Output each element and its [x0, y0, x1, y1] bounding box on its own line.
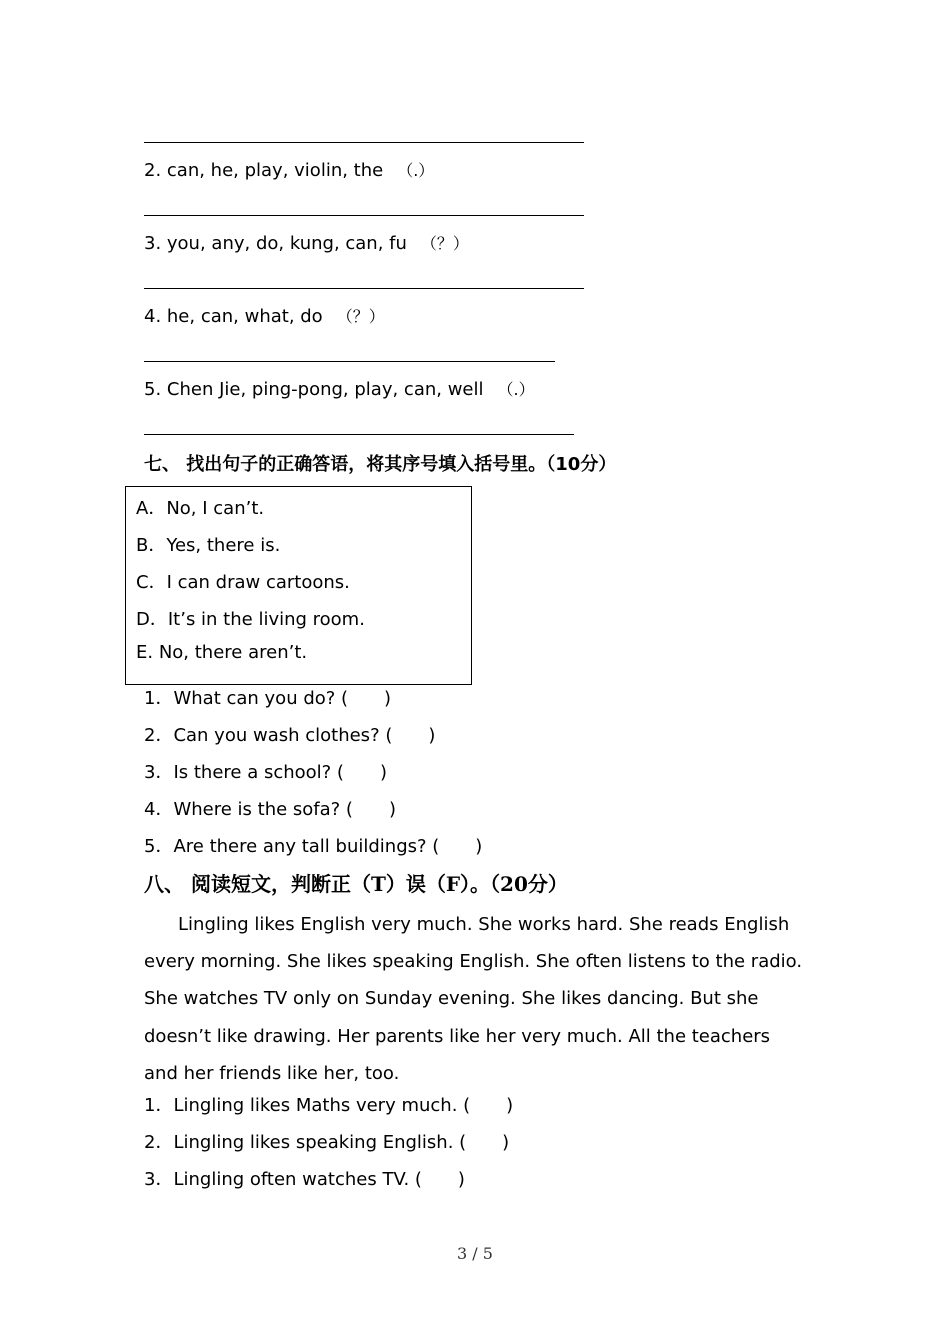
reorder-words: 3. you, any, do, kung, can, fu	[144, 233, 407, 254]
page-number: 3 / 5	[457, 1244, 493, 1263]
punctuation-hint: （？）	[420, 234, 469, 253]
answer-option: C．I can draw cartoons.	[136, 572, 350, 593]
reorder-words: 2. can, he, play, violin, the	[144, 160, 384, 181]
true-false-question[interactable]: 1．Lingling likes Maths very much. ( )	[144, 1095, 514, 1116]
reorder-item	[144, 304, 385, 327]
answer-line[interactable]	[144, 215, 584, 216]
section-heading: 八、 阅读短文，判断正（T）误（F）。（20分）	[144, 872, 568, 896]
match-question[interactable]: 4．Where is the sofa? ( )	[144, 799, 396, 820]
answer-line[interactable]	[144, 361, 555, 362]
answer-option: E. No, there aren’t.	[136, 642, 308, 663]
answer-option: B．Yes, there is.	[136, 535, 281, 556]
punctuation-hint: （？）	[336, 307, 385, 326]
reorder-words: 4. he, can, what, do	[144, 306, 323, 327]
match-question[interactable]: 3．Is there a school? ( )	[144, 762, 387, 783]
answer-line[interactable]	[144, 142, 584, 143]
reading-passage	[144, 906, 804, 1092]
answer-option: A．No, I can’t.	[136, 498, 265, 519]
reorder-item	[144, 231, 469, 254]
answer-line[interactable]	[144, 288, 584, 289]
reorder-item	[144, 158, 434, 181]
punctuation-hint: （.）	[497, 380, 535, 399]
section-heading: 七、 找出句子的正确答语，将其序号填入括号里。（10分）	[144, 454, 617, 475]
reorder-item	[144, 377, 535, 400]
true-false-question[interactable]: 3．Lingling often watches TV. ( )	[144, 1169, 465, 1190]
answer-option: D．It’s in the living room.	[136, 609, 365, 630]
punctuation-hint: （.）	[397, 161, 435, 180]
true-false-question[interactable]: 2．Lingling likes speaking English. ( )	[144, 1132, 510, 1153]
reorder-words: 5. Chen Jie, ping-pong, play, can, well	[144, 379, 484, 400]
answer-line[interactable]	[144, 434, 574, 435]
passage-text: Lingling likes English very much. She works hard. She reads English every morning. She likes speaking English. She often listens to the radio. She watches TV only on Sunday evening. She likes dancing. But she doesn’t like drawing. Her parents like her very much. All the teachers and her friends like her, too.	[144, 914, 803, 1084]
match-question[interactable]: 1．What can you do? ( )	[144, 688, 392, 709]
match-question[interactable]: 2．Can you wash clothes? ( )	[144, 725, 436, 746]
match-question[interactable]: 5．Are there any tall buildings? ( )	[144, 836, 483, 857]
answer-options-box	[125, 486, 472, 685]
